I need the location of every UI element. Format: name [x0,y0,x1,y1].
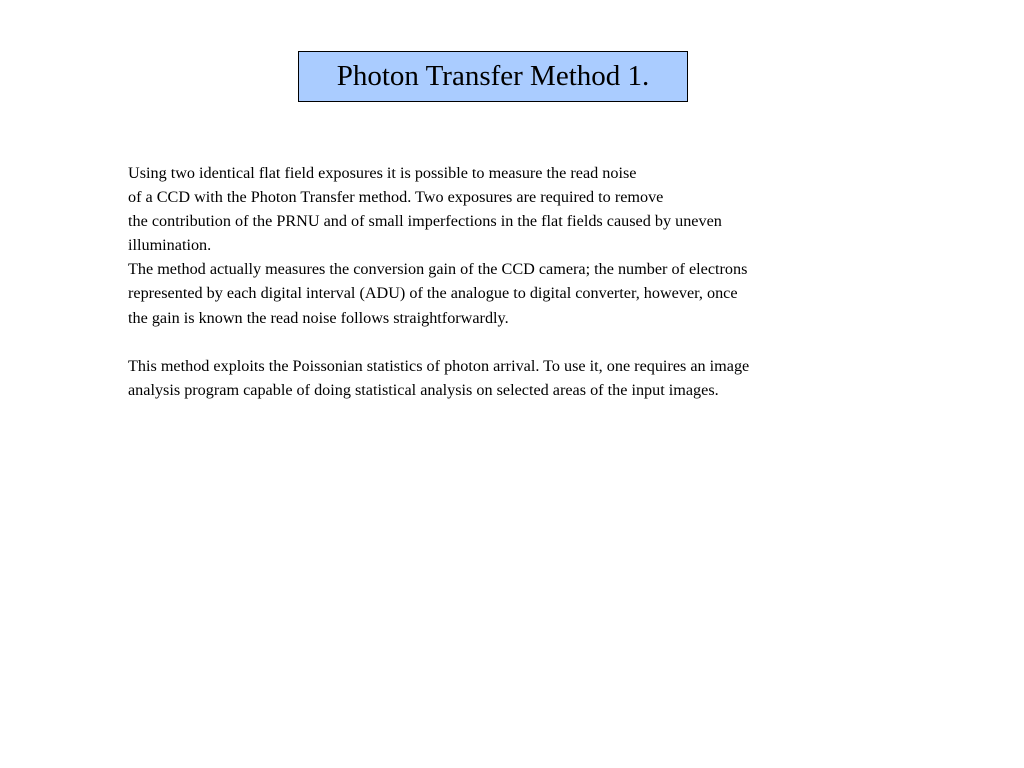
text-line: of a CCD with the Photon Transfer method. Two exposures are required to remove [128,188,664,207]
text-line: illumination. [128,236,212,255]
paragraph-gap [128,330,908,354]
text-line: analysis program capable of doing statistical analysis on selected areas of the input images. [128,380,719,399]
slide-title-text: Photon Transfer Method 1. [336,60,650,92]
text-line: The method actually measures the conversion gain of the CCD camera; the number of electrons [128,260,748,279]
text-line: the contribution of the PRNU and of small imperfections in the flat fields caused by uneven [128,212,722,231]
text-line: represented by each digital interval (ADU) of the analogue to digital converter, however, once [128,284,738,303]
paragraph-1 [128,161,908,330]
slide-title [298,51,688,102]
text-line: Using two identical flat field exposures it is possible to measure the read noise [128,164,637,182]
text-line: This method exploits the Poissonian statistics of photon arrival. To use it, one requires an image [128,356,750,375]
text-line: the gain is known the read noise follows straightforwardly. [128,308,509,327]
paragraph-2 [128,354,908,402]
slide-body [128,161,908,402]
